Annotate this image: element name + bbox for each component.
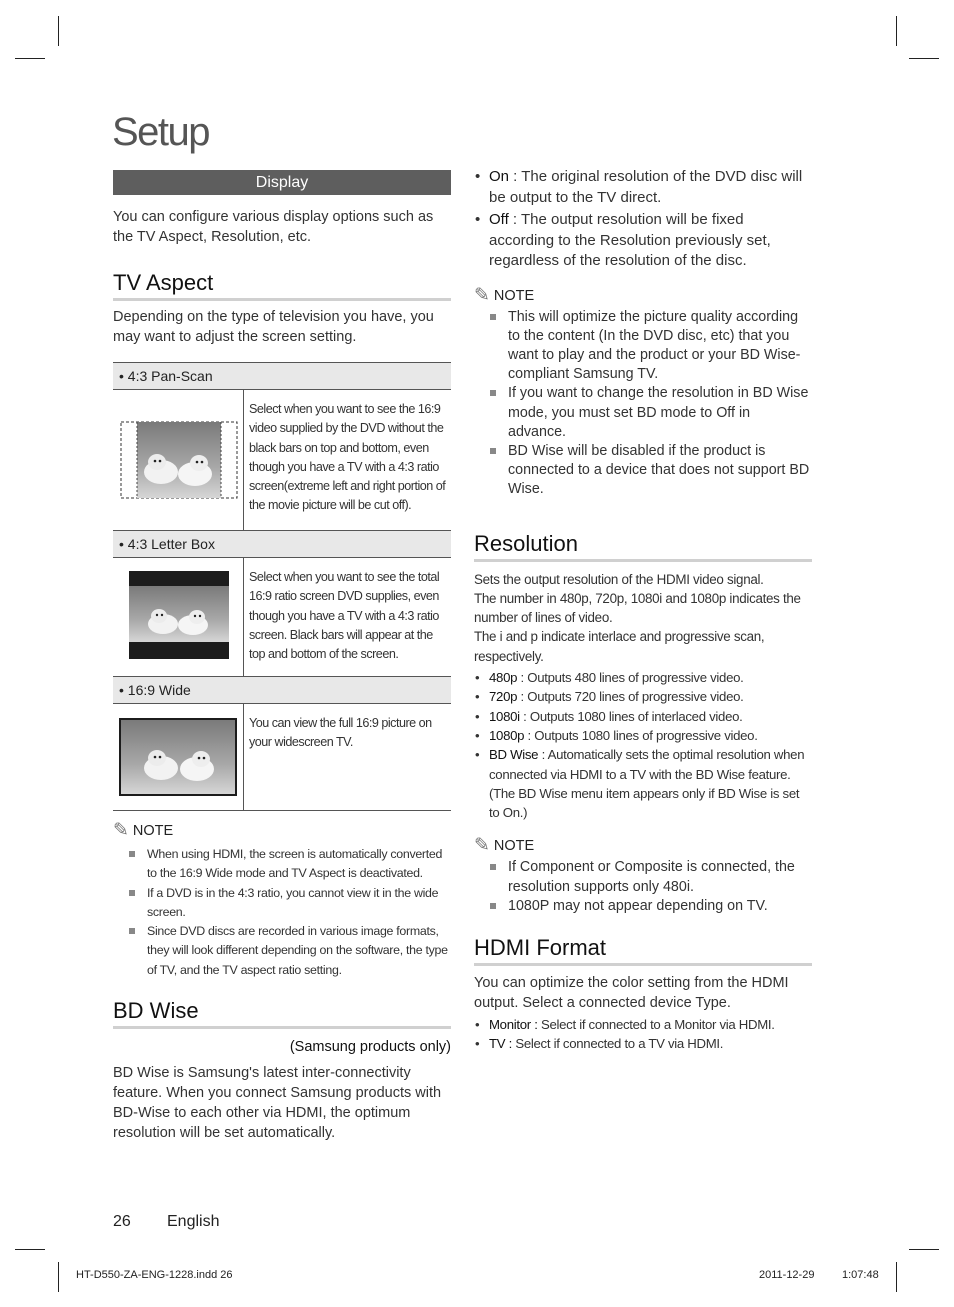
display-intro: You can configure various display options such as the TV Aspect, Resolution, etc.	[113, 209, 434, 245]
bullet-icon: •	[475, 670, 480, 686]
square-bullet-icon	[129, 851, 135, 857]
list-item: Since DVD discs are recorded in various image formats, they will look different depending on the software, the type of TV, and the TV aspect ratio setting.	[113, 922, 451, 980]
note-label: NOTE	[493, 287, 535, 304]
hdmi-format-heading: HDMI Format	[474, 934, 812, 966]
crop-mark	[896, 16, 897, 46]
option-pan-scan-header: • 4:3 Pan-Scan	[113, 363, 451, 390]
slug-filename: HT-D550-ZA-ENG-1228.indd 26	[76, 1269, 233, 1281]
list-item: If Component or Composite is connected, the resolution supports only 480i.	[474, 858, 812, 896]
list-item: • Off : The output resolution will be fixed according to the Resolution previously set, regardless of the resolution of the disc.	[475, 211, 771, 269]
option-letter-box-row	[113, 558, 451, 677]
bd-wise-body: BD Wise is Samsung's latest inter-connectivity feature. When you connect Samsung products with BD-Wise to each other via HDMI, the optimum resolution will be set automatically.	[113, 1065, 442, 1141]
bd-wise-note-title	[474, 286, 812, 306]
pan-scan-image	[113, 390, 244, 530]
pan-scan-description: Select when you want to see the 16:9 video supplied by the DVD without the black bars on top and bottom, even though you have a TV with a 4:3 ratio screen(extreme left and right portion of the movie picture will be cut off).	[249, 402, 446, 513]
square-bullet-icon	[490, 390, 496, 396]
puppies-letter-box-illustration	[113, 558, 243, 676]
list-item: • TV : Select if connected to a TV via HDMI.	[474, 1034, 812, 1053]
slug-time: 1:07:48	[842, 1269, 879, 1281]
bullet-icon: •	[475, 708, 480, 724]
footer-language: English	[167, 1213, 220, 1230]
bullet-icon: •	[475, 211, 481, 228]
resolution-intro	[474, 570, 812, 666]
tv-aspect-intro: Depending on the type of television you have, you may want to adjust the screen setting.	[113, 309, 434, 345]
letter-box-image	[113, 558, 244, 676]
option-letter-box-header: • 4:3 Letter Box	[113, 531, 451, 558]
bullet-icon: •	[475, 727, 480, 743]
resolution-para-3: The i and p indicate interlace and progressive scan, respectively.	[474, 629, 765, 664]
bullet-icon: •	[475, 747, 480, 763]
list-item: • 480p : Outputs 480 lines of progressive video.	[474, 668, 812, 687]
resolution-options	[474, 668, 812, 822]
puppies-pan-scan-illustration	[113, 390, 243, 530]
option-wide-header: • 16:9 Wide	[113, 677, 451, 704]
resolution-para-2: The number in 480p, 720p, 1080i and 1080p indicates the number of lines of video.	[474, 590, 801, 626]
pencil-icon: ✎	[113, 820, 129, 841]
square-bullet-icon	[490, 314, 496, 320]
list-item: If you want to change the resolution in BD Wise mode, you must set BD mode to Off in advance.	[474, 384, 812, 442]
hdmi-format-options	[474, 1015, 812, 1054]
letter-box-description: Select when you want to see the total 16:9 ratio screen DVD supplies, even though you have a TV with a 4:3 ratio screen. Black bars will appear at the top and bottom of the screen.	[249, 570, 440, 662]
resolution-note-title	[474, 836, 812, 856]
list-item: • BD Wise : Automatically sets the optimal resolution when connected via HDMI to a TV with the BD Wise feature. (The BD Wise menu item appears only if BD Wise is set to On.)	[475, 747, 805, 821]
wide-description: You can view the full 16:9 picture on your widescreen TV.	[249, 716, 432, 750]
page-footer	[113, 1213, 219, 1231]
left-column	[113, 207, 451, 980]
option-wide-row	[113, 704, 451, 810]
list-item: • 720p : Outputs 720 lines of progressive video.	[474, 687, 812, 706]
note-label: NOTE	[493, 838, 535, 855]
section-banner: Display	[113, 170, 451, 195]
crop-mark	[896, 1262, 897, 1292]
square-bullet-icon	[129, 928, 135, 934]
tv-aspect-note-title	[113, 821, 451, 841]
resolution-heading: Resolution	[474, 530, 812, 562]
square-bullet-icon	[490, 903, 496, 909]
crop-mark	[58, 16, 59, 46]
pencil-icon: ✎	[474, 284, 490, 306]
crop-mark	[909, 1249, 939, 1250]
list-item: • On : The original resolution of the DVD disc will be output to the TV direct.	[475, 168, 803, 206]
tv-aspect-notes	[113, 845, 451, 980]
list-item: If a DVD is in the 4:3 ratio, you cannot view it in the wide screen.	[113, 884, 451, 923]
list-item: • 1080p : Outputs 1080 lines of progressive video.	[474, 726, 812, 745]
page-number: 26	[113, 1213, 131, 1230]
crop-mark	[15, 58, 45, 59]
list-item: • 1080i : Outputs 1080 lines of interlaced video.	[474, 707, 812, 726]
slug-date: 2011-12-29	[759, 1269, 815, 1281]
bd-wise-notes	[474, 308, 812, 500]
bd-wise-heading: BD Wise	[113, 997, 451, 1029]
page-title: Setup	[112, 110, 210, 154]
square-bullet-icon	[129, 890, 135, 896]
list-item: This will optimize the picture quality according to the content (In the DVD disc, etc) that you want to play and the product or your BD Wise-compliant Samsung TV.	[474, 308, 812, 385]
bd-wise-subheading: (Samsung products only)	[289, 1039, 451, 1055]
tv-aspect-table	[113, 362, 451, 811]
list-item: BD Wise will be disabled if the product is connected to a device that does not support BD Wise.	[474, 442, 812, 500]
bd-wise-section	[113, 997, 451, 1143]
bullet-icon: •	[475, 168, 481, 185]
bullet-icon: •	[475, 689, 480, 705]
right-column	[474, 167, 812, 1054]
pencil-icon: ✎	[474, 835, 490, 857]
hdmi-format-body: You can optimize the color setting from the HDMI output. Select a connected device Type.	[474, 975, 789, 1011]
note-label: NOTE	[132, 823, 174, 839]
list-item: • Monitor : Select if connected to a Monitor via HDMI.	[474, 1015, 812, 1034]
bullet-icon: •	[475, 1036, 480, 1052]
wide-image	[113, 704, 244, 810]
crop-mark	[909, 58, 939, 59]
crop-mark	[15, 1249, 45, 1250]
option-pan-scan-row	[113, 390, 451, 531]
list-item: 1080P may not appear depending on TV.	[474, 897, 812, 916]
bullet-icon: •	[475, 1017, 480, 1032]
square-bullet-icon	[490, 448, 496, 454]
resolution-notes	[474, 858, 812, 916]
puppies-wide-illustration	[113, 704, 243, 810]
resolution-para-1: Sets the output resolution of the HDMI video signal.	[474, 571, 764, 587]
bd-wise-options	[474, 167, 812, 272]
tv-aspect-heading: TV Aspect	[113, 269, 451, 301]
crop-mark	[58, 1262, 59, 1292]
list-item: When using HDMI, the screen is automatically converted to the 16:9 Wide mode and TV Aspect is deactivated.	[113, 845, 451, 884]
square-bullet-icon	[490, 864, 496, 870]
